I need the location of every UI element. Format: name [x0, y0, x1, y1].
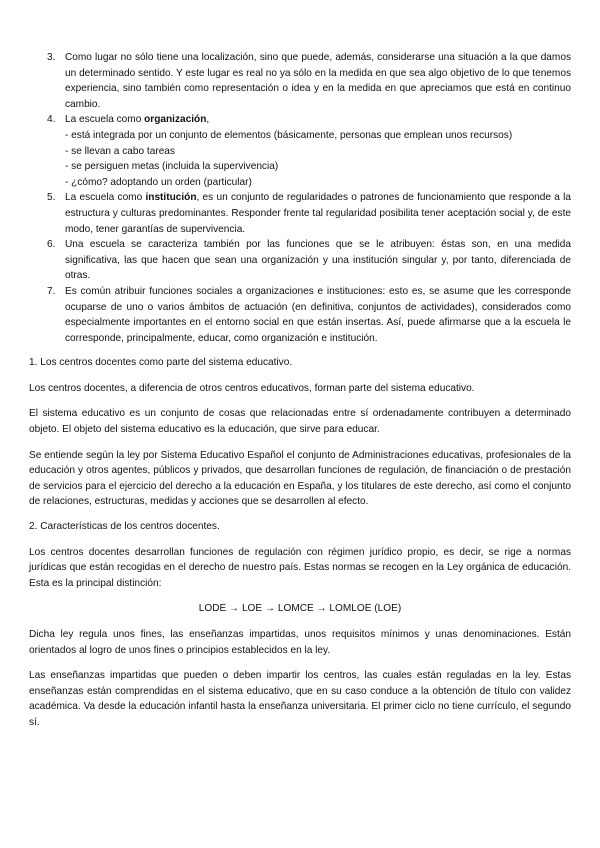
section-heading: 2. Características de los centros docentes.	[29, 521, 220, 533]
list-tail: , es un conjunto de regularidades o patrones de funcionamiento que responde a la estructura y culturas predominantes. Responder frente tal regularidad posibilita tener aceptación social y, de este modo, tener garantías de supervivencia.	[65, 192, 571, 235]
list-tail: ,	[206, 114, 210, 126]
list-number: 5.	[47, 192, 56, 204]
list-text: Una escuela se caracteriza también por las funciones que se le atribuyen: éstas son, en una medida significativa, las que hacen que sean una organización y una institución singular y, por tanto, diferenciada de otras.	[65, 239, 571, 282]
list-number: 3.	[47, 52, 56, 63]
list-number: 7.	[47, 285, 56, 297]
list-item	[29, 237, 571, 284]
section-heading: 1. Los centros docentes como parte del sistema educativo.	[29, 357, 293, 369]
document-page	[29, 50, 571, 731]
list-text: Es común atribuir funciones sociales a organizaciones e instituciones: esto es, se asume que les corresponde ocuparse de uno o varios ámbitos de actuación (en definitiva, conjuntos de actividades), considerados como especialmente importantes en el entorno social en que están insertas. Así, puede afirmarse que a la escuela le corresponde, principalmente, educar, como organización e institución.	[65, 285, 571, 344]
sub-item: - está integrada por un conjunto de elementos (básicamente, personas que emplean unos recursos)	[65, 129, 513, 141]
list-bold-term: organización	[144, 114, 207, 126]
sub-item: - se persiguen metas (incluida la supervivencia)	[65, 161, 279, 173]
list-number: 6.	[47, 239, 56, 251]
list-item	[29, 284, 571, 346]
list-lead: La escuela como	[65, 192, 146, 204]
list-item	[29, 50, 571, 112]
paragraph: Los centros docentes, a diferencia de otros centros educativos, forman parte del sistema educativo.	[29, 382, 475, 394]
paragraph: Los centros docentes desarrollan funciones de regulación con régimen jurídico propio, es decir, se rige a normas jurídicas que están recogidas en el derecho de nuestro país. Estas normas se recogen en la Ley orgánica de educación. Esta es la principal distinción:	[29, 546, 571, 589]
list-number: 4.	[47, 114, 56, 126]
numbered-list	[29, 50, 571, 346]
sub-item: - se llevan a cabo tareas	[65, 145, 175, 157]
paragraph: Las enseñanzas impartidas que pueden o deben impartir los centros, las cuales están reguladas en la ley. Estas enseñanzas están comprendidas en el sistema educativo, que en su caso conduce a la obtención de título con validez académica. Va desde la educación infantil hasta la enseñanza universitaria. El primer ciclo no tiene currículo, el segundo sí.	[29, 670, 571, 728]
paragraph: El sistema educativo es un conjunto de cosas que relacionadas entre sí ordenadamente contribuyen a determinado objeto. El objeto del sistema educativo es la educación, que sirve para educar.	[29, 408, 571, 436]
list-item	[29, 112, 571, 190]
list-item	[29, 190, 571, 237]
paragraph: Se entiende según la ley por Sistema Educativo Español el conjunto de Administraciones educativas, profesionales de la educación y otros agentes, públicos y privados, que desarrollan funciones de regulación, de financiación o de prestación de servicios para el ejercicio del derecho a la educación en España, y los titulares de este derecho, así como el conjunto de relaciones, estructuras, medidas y acciones que se desarrollen al efecto.	[29, 449, 571, 508]
sub-item: - ¿cómo? adoptando un orden (particular)	[65, 176, 252, 188]
list-text: Como lugar no sólo tiene una localización, sino que puede, además, considerarse una situación a la que damos un determinado sentido. Y este lugar es real no ya sólo en la medida en que sea algo objetivo de lo que tenemos experiencia, sino también como representación o idea y en la medida en que apreciamos que está en continuo cambio.	[65, 52, 571, 110]
law-sequence: LODE → LOE → LOMCE → LOMLOE (LOE)	[198, 603, 402, 615]
list-bold-term: institución	[145, 192, 197, 204]
paragraph: Dicha ley regula unos fines, las enseñanzas impartidas, unos requisitos mínimos y unas denominaciones. Están orientados al logro de unos fines o principios establecidos en la ley.	[29, 629, 571, 656]
list-lead: La escuela como	[65, 114, 145, 126]
